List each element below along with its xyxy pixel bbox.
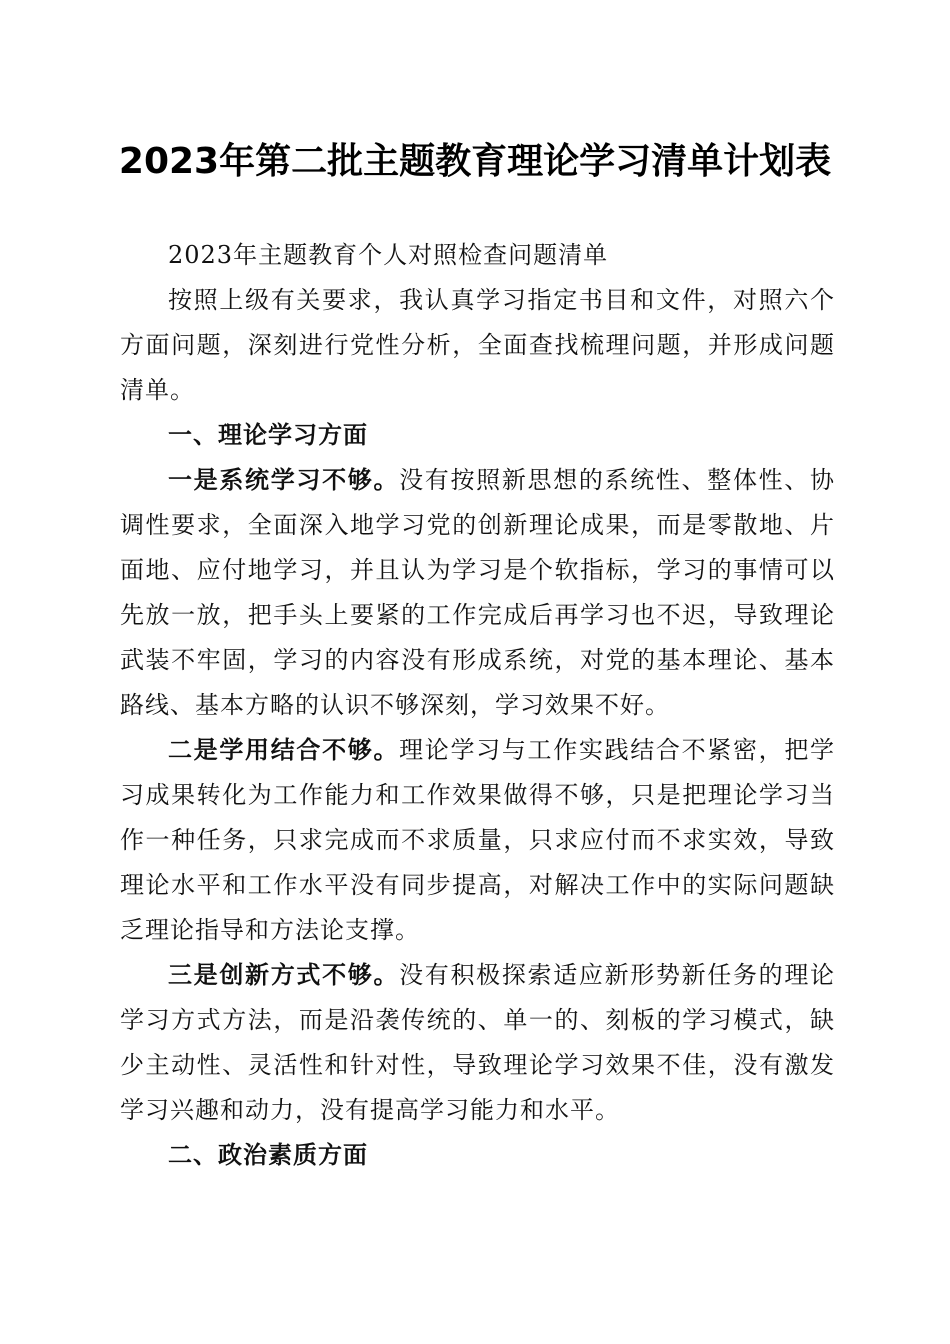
- intro-paragraph: 按照上级有关要求，我认真学习指定书目和文件，对照六个方面问题，深刻进行党性分析，全面查找梳理问题，并形成问题清单。: [120, 286, 835, 404]
- item-text: 没有按照新思想的系统性、整体性、协调性要求，全面深入地学习党的创新理论成果，而是零散地、片面地、应付地学习，并且认为学习是个软指标，学习的事情可以先放一放，把手头上要紧的工作完成后再学习也不迟，导致理论武装不牢固，学习的内容没有形成系统，对党的基本理论、基本路线、基本方略的认识不够深刻，学习效果不好。: [120, 466, 836, 719]
- item-lead: 二是学用结合不够。: [168, 736, 400, 764]
- section-heading-theory: 一、理论学习方面: [168, 421, 368, 449]
- item-lead: 三是创新方式不够。: [168, 961, 400, 989]
- item-text: 理论学习与工作实践结合不紧密，把学习成果转化为工作能力和工作效果做得不够，只是把理论学习当作一种任务，只求完成而不求质量，只求应付而不求实效，导致理论水平和工作水平没有同步提高，对解决工作中的实际问题缺乏理论指导和方法论支撑。: [120, 736, 836, 944]
- document-title: 2023年第二批主题教育理论学习清单计划表: [118, 141, 832, 182]
- section-heading-political: 二、政治素质方面: [168, 1141, 368, 1169]
- subtitle-paragraph: 2023年主题教育个人对照检查问题清单: [168, 241, 609, 269]
- paragraph-item-2: [120, 728, 835, 953]
- paragraph-item-1: [120, 458, 835, 728]
- item-lead: 一是系统学习不够。: [168, 466, 400, 494]
- paragraph-item-3: [120, 953, 835, 1133]
- document-body: [120, 233, 835, 1178]
- item-text: 没有积极探索适应新形势新任务的理论学习方式方法，而是沿袭传统的、单一的、刻板的学习模式，缺少主动性、灵活性和针对性，导致理论学习效果不佳，没有激发学习兴趣和动力，没有提高学习能力和水平。: [120, 961, 836, 1124]
